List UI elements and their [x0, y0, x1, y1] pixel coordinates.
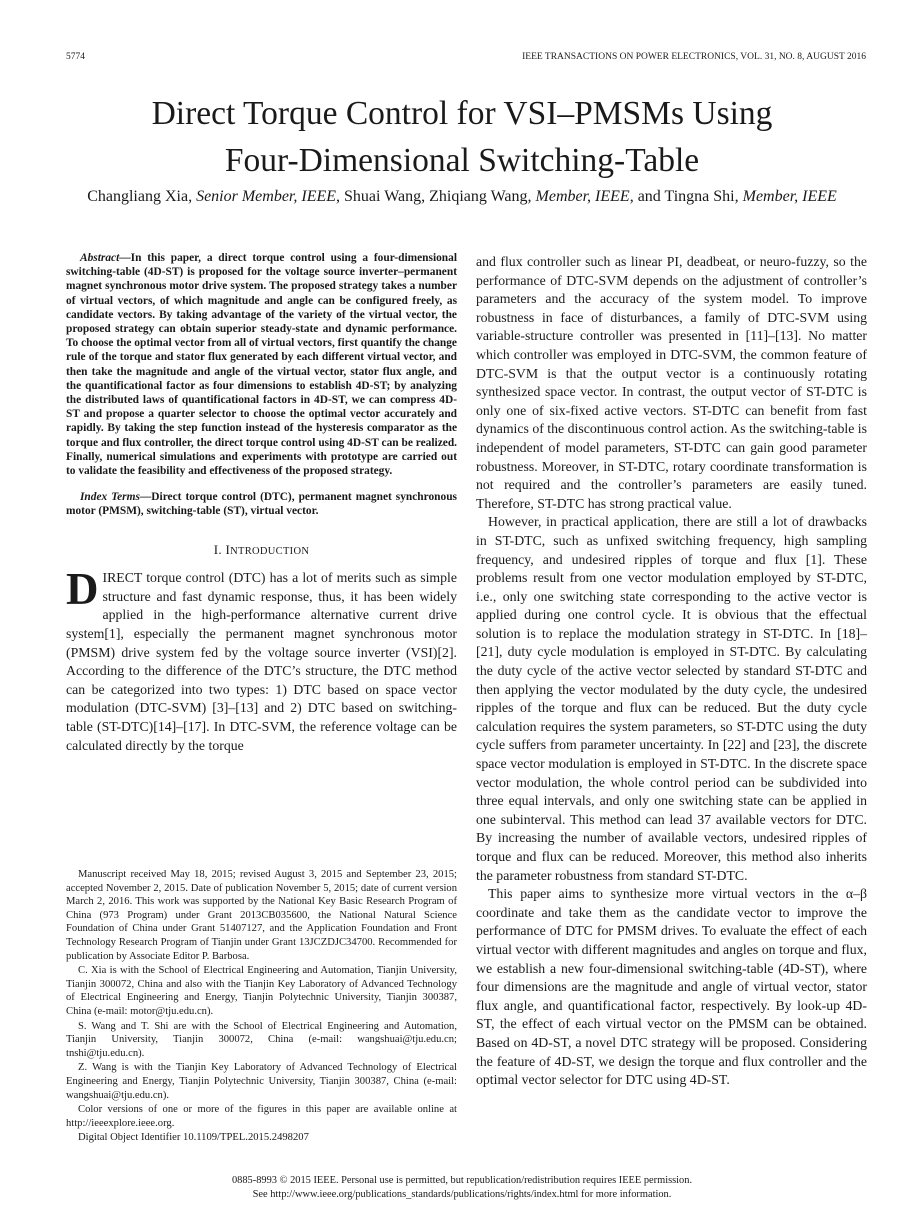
left-column: [66, 251, 457, 755]
footnote-z-wang: Z. Wang is with the Tianjin Key Laboratory of Advanced Technology of Electrical Engineering and Energy, Tianjin Polytechnic University, Tianjin 300387, China (e-mail: wangshuai@tju.edu.cn).: [66, 1062, 457, 1101]
copyright-line: 0885-8993 © 2015 IEEE. Personal use is permitted, but republication/redistribution requires IEEE permission.: [231, 1175, 693, 1186]
footnote-color: Color versions of one or more of the figures in this paper are available online at http://ieeexplore.ieee.org.: [66, 1104, 457, 1129]
author-3-role: , Member, IEEE: [527, 188, 630, 205]
drop-cap: D: [66, 564, 99, 615]
index-terms-label: Index Terms: [80, 491, 140, 504]
intro-paragraph: [66, 564, 457, 755]
index-terms: [66, 490, 457, 518]
abstract-label: Abstract: [80, 252, 120, 264]
copyright-footer: [0, 1174, 924, 1202]
author-list: [40, 186, 884, 208]
journal-name: IEEE TRANSACTIONS ON POWER ELECTRONICS, VOL. 31, NO. 8, AUGUST 2016: [522, 52, 866, 62]
author-4: , and Tingna Shi: [629, 188, 735, 205]
section-rest: NTRODUCTION: [230, 545, 310, 557]
author-1: Changliang Xia: [87, 188, 189, 205]
section-numeral: I. I: [213, 541, 231, 557]
author-4-role: , Member, IEEE: [734, 188, 837, 205]
author-2-3: , Shuai Wang, Zhiqiang Wang: [336, 188, 528, 205]
right-paragraph-3: This paper aims to synthesize more virtual vectors in the α–β coordinate and take them as the candidate vector to improve the performance of DTC for PMSM drives. To evaluate the effect of each virtual vector with different magnitudes and angles on torque and flux, we establish a new four-dimensional switching-table (4D-ST), where four dimensions are the magnitude and angle of virtual vector, stator flux angle, and quantificational factor, respectively. By look-up 4D-ST, the effect of each virtual vector on the PMSM can be obtained. Based on 4D-ST, a novel DTC strategy will be proposed. Considering the feature of 4D-ST, we design the torque and flux controller and the optimal vector selector for DTC using 4D-ST.: [476, 886, 867, 1088]
page-number: 5774: [66, 52, 85, 62]
section-heading: [66, 541, 457, 562]
footnotes: [66, 868, 457, 1146]
title-line-2: Four-Dimensional Switching-Table: [224, 142, 700, 179]
footnote-wang-shi: S. Wang and T. Shi are with the School of Electrical Engineering and Automation, Tianjin University, Tianjin 300072, China (e-mail: wangshuai@tju.edu.cn; tnshi@tju.edu.cn).: [66, 1020, 457, 1059]
running-header: [66, 52, 866, 66]
footnote-manuscript: Manuscript received May 18, 2015; revised August 3, 2015 and September 23, 2015; accepted November 2, 2015. Date of publication November 5, 2015; date of current version March 2, 2016. This work was supported by the National Key Basic Research Program of China (973 Program) under Grant 2013CB035600, the National Natural Science Foundation of China under Grant 51407127, and the Application Foundation and Front Technology Research Program of Tianjin under Grant 13JCZDJC34700. Recommended for publication by Associate Editor P. Barbosa.: [66, 869, 457, 962]
intro-text: IRECT torque control (DTC) has a lot of merits such as simple structure and fast dynamic response, thus, it has been widely applied in the high-performance alternative current drive system[1], especially the permanent magnet synchronous motor (PMSM) drive system fed by the voltage source inverter (VSI)[2]. According to the difference of the DTC’s structure, the DTC method can be categorized into two types: 1) DTC based on space vector modulation (DTC-SVM) [3]–[13] and 2) DTC based on switching-table (ST-DTC)[14]–[17]. In DTC-SVM, the reference voltage can be calculated directly by the torque: [66, 570, 457, 753]
rights-url-line: See http://www.ieee.org/publications_standards/publications/rights/index.html for more information.: [252, 1189, 672, 1200]
abstract-text: —In this paper, a direct torque control using a four-dimensional switching-table (4D-ST) is proposed for the voltage source inverter–permanent magnet synchronous motor drive system. The proposed strategy takes a number of virtual vectors, of which magnitude and angle can be configured freely, as candidate vectors. By taking advantage of the variety of the virtual vector, the proposed strategy can obtain superior steady-state and dynamic performance. To choose the optimal vector from all of virtual vectors, first quantify the change rule of the torque and stator flux generated by each different virtual vector, and then take the magnitude and angle of the virtual vector, stator flux angle, and the quantificational factor as four dimensions to establish 4D-ST; by analyzing the distributed laws of quantificational factors in 4D-ST, we can compress 4D-ST and propose a quarter selector to choose the optimal vector accurately and rapidly. By taking the step function instead of the hysteresis comparator as the torque and flux controller, the direct torque control using 4D-ST can be realized. Finally, numerical simulations and experiments with prototype are carried out to validate the feasibility and effectiveness of the proposed strategy.: [66, 252, 457, 478]
author-1-role: , Senior Member, IEEE: [188, 188, 337, 205]
title-line-1: Direct Torque Control for VSI–PMSMs Using: [151, 95, 773, 132]
right-column: [476, 253, 867, 1090]
footnote-doi: Digital Object Identifier 10.1109/TPEL.2015.2498207: [78, 1132, 309, 1144]
paper-title: [40, 90, 884, 184]
right-paragraph-2: However, in practical application, there are still a lot of drawbacks in ST-DTC, such as unfixed switching frequency, high sampling frequency, and undesired ripples of torque and flux [1]. These problems result from one vector modulation employed by ST-DTC, i.e., only one switching state corresponding to the active vector is applied during one control cycle. It is obvious that the effectual solution is to replace the modulation strategy in ST-DTC. In [18]–[21], duty cycle modulation is employed in ST-DTC. By calculating the duty cycle of the active vector selected by standard ST-DTC and then applying the vector modulated by the duty cycle, the undesired ripples of the torque and flux can be reduced. But the duty cycle calculation requires the system parameters, so ST-DTC using the duty cycle suffers from parameter uncertainty. In [22] and [23], the discrete space vector modulation is employed in ST-DTC. In the discrete space vector modulation, the whole control period can be subdivided into three equal intervals, and only one switching state can be applied in one subinterval. This method can lead 37 available vectors for DTC. By increasing the number of available vectors, undesired ripples of torque and flux can be reduced. Moreover, this method also inherits the parameter robustness from standard ST-DTC.: [476, 514, 867, 883]
index-terms-text: —Direct torque control (DTC), permanent magnet synchronous motor (PMSM), switching-table (ST), virtual vector.: [66, 491, 457, 518]
abstract: [66, 251, 457, 478]
right-paragraph-1: and flux controller such as linear PI, deadbeat, or neuro-fuzzy, so the performance of DTC-SVM depends on the adjustment of controller’s parameters and the accuracy of the system model. To improve robustness in face of disturbances, a family of DTC-SVM using variable-structure controller was presented in [11]–[13]. No matter which controller was employed in DTC-SVM, the common feature of DTC-SVM is that the output vector is a continuously rotating synthesized space vector. In contrast, the output vector of ST-DTC is only one of six-fixed active vectors. ST-DTC can benefit from fast dynamics of the discontinuous control action. As the switching-table is independent of model parameters, ST-DTC can gain good parameter robustness. Moreover, in ST-DTC, rotary coordinate transformation is not required and the controller’s parameters are easily tuned. Therefore, ST-DTC has strong practical value.: [476, 254, 867, 511]
footnote-xia: C. Xia is with the School of Electrical Engineering and Automation, Tianjin University, Tianjin 300072, China and also with the Tianjin Key Laboratory of Advanced Technology of Electrical Engineering and Energy, Tianjin Polytechnic University, Tianjin 300387, China (e-mail: motor@tju.edu.cn).: [66, 965, 457, 1017]
